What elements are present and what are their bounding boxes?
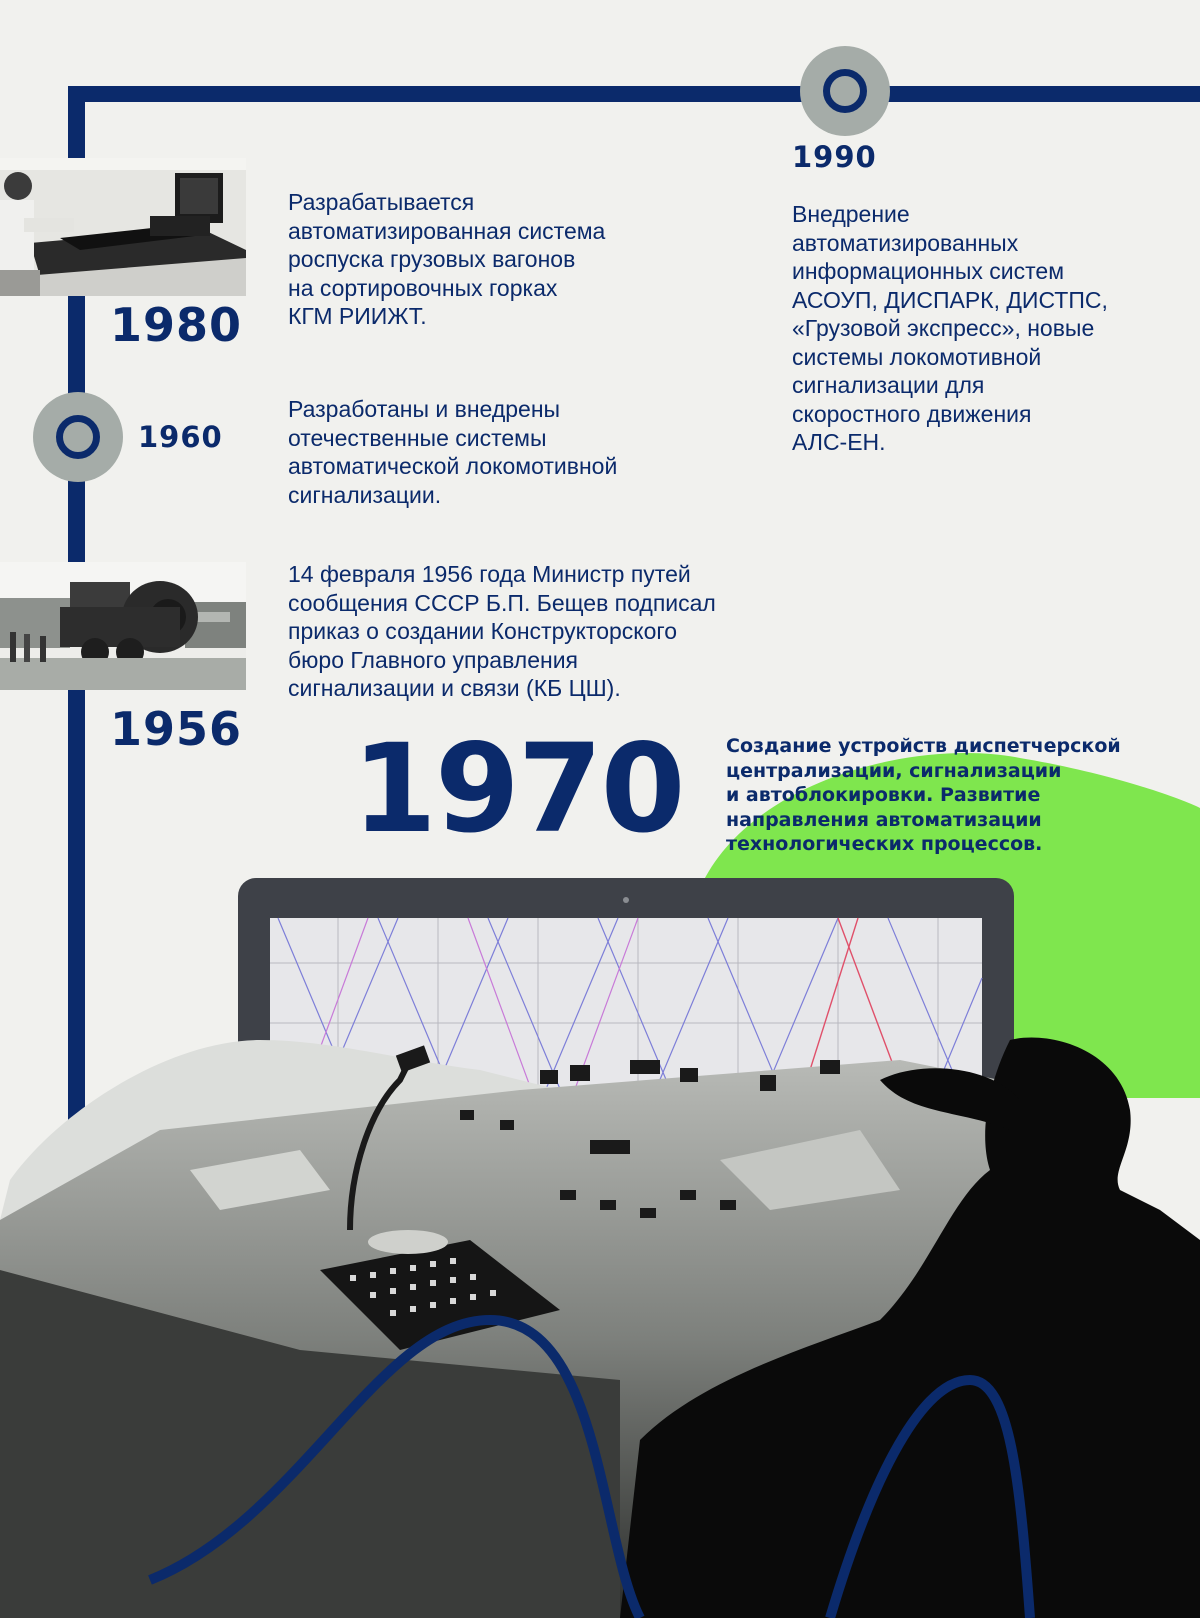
timeline-horizontal-line bbox=[68, 86, 1200, 102]
year-1980: 1980 bbox=[110, 298, 243, 352]
steam-locomotive-photo bbox=[0, 562, 246, 690]
year-1990: 1990 bbox=[792, 140, 877, 174]
text-1980: Разрабатывается автоматизированная система роспуска грузовых вагонов на сортировочных горках КГМ РИИЖТ. bbox=[288, 189, 606, 329]
text-1990: Внедрение автоматизированных информационных систем АСОУП, ДИСПАРК, ДИСТПС, «Грузовой экспресс», новые системы локомотивной сигнализации для скоростного движения АЛС-ЕН. bbox=[792, 201, 1108, 455]
timeline-marker-1990-icon bbox=[800, 46, 890, 136]
year-1956: 1956 bbox=[110, 702, 243, 756]
text-1970: Создание устройств диспетчерской централизации, сигнализации и автоблокировки. Развитие направления автоматизации технологических процессов. bbox=[726, 735, 1121, 856]
text-1960: Разработаны и внедрены отечественные системы автоматической локомотивной сигнализации. bbox=[288, 396, 618, 508]
computer-operator-photo bbox=[0, 158, 246, 296]
timeline-marker-1960-icon bbox=[33, 392, 123, 482]
text-1956: 14 февраля 1956 года Министр путей сообщения СССР Б.П. Бещев подписал приказ о создании Конструкторского бюро Главного управления сигнализации и связи (КБ ЦШ). bbox=[288, 561, 716, 701]
year-1970: 1970 bbox=[352, 718, 684, 860]
year-1960: 1960 bbox=[138, 420, 223, 454]
control-desk-photo bbox=[0, 1020, 1200, 1618]
